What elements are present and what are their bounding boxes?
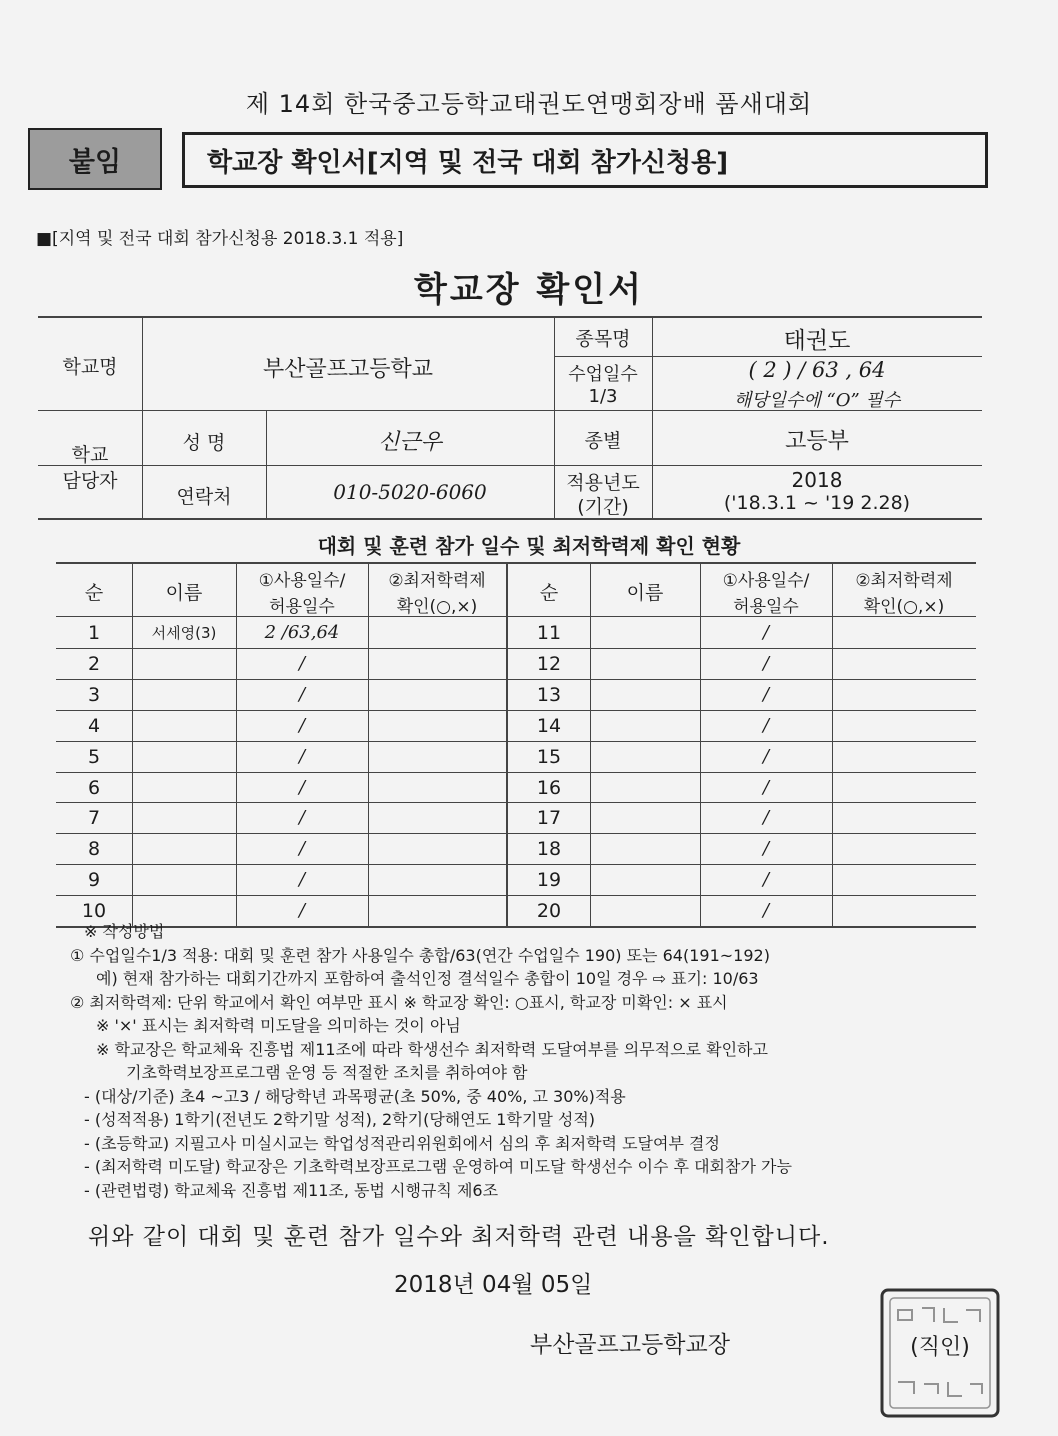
used-days: / [762, 653, 770, 674]
seal-label: (직인) [910, 1335, 970, 1360]
row-number: 6 [87, 777, 101, 799]
row-number: 20 [536, 900, 562, 922]
used-days: / [298, 715, 306, 736]
row-number: 17 [536, 807, 562, 829]
manager-label: 학교 [71, 444, 109, 466]
note-line: - (최저학력 미도달) 학교장은 기초학력보장프로그램 운영하여 미도달 학생선수 이수 후 대회참가 가능 [84, 1157, 792, 1176]
year-label: 적용년도 [566, 472, 640, 494]
col-check-right: ②최저학력제 [855, 571, 953, 591]
used-days: / [762, 684, 770, 705]
principal-name: 부산골프고등학교장 [530, 1332, 730, 1358]
used-days: / [762, 900, 770, 921]
used-days: / [762, 777, 770, 798]
used-days: / [298, 653, 306, 674]
col-check-right-2: 확인(○,×) [863, 597, 945, 617]
year-label-2: (기간) [577, 496, 629, 518]
used-days: / [298, 900, 306, 921]
col-no-right: 순 [539, 582, 559, 604]
used-days: / [762, 715, 770, 736]
row-number: 15 [536, 746, 562, 768]
row-number: 13 [536, 684, 562, 706]
contest-title: 제 14회 한국중고등학교태권도연맹회장배 품새대회 [245, 90, 813, 118]
used-days: / [298, 807, 306, 828]
row-number: 4 [87, 715, 101, 737]
school-label: 학교명 [62, 356, 118, 378]
used-days: / [298, 777, 306, 798]
row-number: 19 [536, 869, 562, 891]
used-days: / [762, 622, 770, 643]
row-number: 9 [87, 869, 101, 891]
athlete-name: 서세영(3) [151, 624, 217, 642]
note-line: 기초학력보장프로그램 운영 등 적절한 조치를 취하여야 함 [126, 1063, 528, 1082]
col-name-right: 이름 [626, 582, 664, 604]
row-number: 1 [87, 622, 101, 644]
row-number: 5 [87, 746, 101, 768]
col-no: 순 [84, 582, 104, 604]
division-label: 종별 [584, 430, 622, 452]
used-days: / [762, 869, 770, 890]
division-value: 고등부 [785, 429, 849, 454]
class-days-label: 수업일수 [568, 364, 638, 385]
note-line: ② 최저학력제: 단위 학교에서 확인 여부만 표시 ※ 학교장 확인: ○표시, 학교장 미확인: × 표시 [70, 992, 728, 1012]
class-days-fraction: 1/3 [588, 386, 618, 407]
note-line: ※ 학교장은 학교체육 진흥법 제11조에 따라 학생선수 최저학력 도달여부를 의무적으로 확인하고 [96, 1039, 768, 1059]
note-line: - (대상/기준) 초4 ~고3 / 해당학년 과목평균(초 50%, 중 40%, 고 30%)적용 [84, 1086, 626, 1106]
used-days: / [762, 807, 770, 828]
year-value: 2018 [791, 468, 843, 492]
used-days: / [762, 746, 770, 767]
row-number: 8 [87, 838, 101, 860]
row-number: 16 [536, 777, 562, 799]
contact-label: 연락처 [176, 486, 232, 508]
note-line: - (초등학교) 지필고사 미실시교는 학업성적관리위원회에서 심의 후 최저학력 도달여부 결정 [84, 1133, 720, 1153]
col-days-right-2: 허용일수 [733, 597, 799, 617]
main-title: 학교장 확인서 [414, 270, 644, 310]
col-days-right: ①사용일수/ [722, 571, 810, 591]
attachment-badge: 붙임 [28, 128, 162, 190]
col-check-2: 확인(○,×) [396, 597, 478, 617]
applied-note: ■[지역 및 전국 대회 참가신청용 2018.3.1 적용] [36, 229, 404, 249]
school-name: 부산골프고등학교 [262, 357, 434, 382]
event-value: 태권도 [783, 328, 851, 354]
row-number: 11 [536, 622, 562, 644]
note-line: - (성적적용) 1학기(전년도 2학기말 성적), 2학기(당해연도 1학기말 성적) [84, 1110, 596, 1129]
document-title: 학교장 확인서[지역 및 전국 대회 참가신청용] [182, 132, 988, 188]
note-line: 예) 현재 참가하는 대회기간까지 포함하여 출석인정 결석일수 총합이 10일 경우 ⇨ 표기: 10/63 [96, 969, 759, 988]
name-value: 신근우 [378, 430, 442, 455]
note-line: ※ '×' 표시는 최저학력 미도달을 의미하는 것이 아님 [96, 1016, 461, 1035]
row-number: 14 [536, 715, 562, 737]
used-days: / [298, 746, 306, 767]
col-name: 이름 [165, 582, 203, 604]
used-days: / [298, 684, 306, 705]
period-value: ('18.3.1 ~ '19 2.28) [723, 492, 911, 514]
row-number: 18 [536, 838, 562, 860]
class-days-value: ( 2 ) / 63 , 64 [748, 358, 886, 382]
closing-statement: 위와 같이 대회 및 훈련 참가 일수와 최저학력 관련 내용을 확인합니다. [88, 1224, 830, 1250]
row-number: 3 [87, 684, 101, 706]
used-days: / [298, 869, 306, 890]
issue-date: 2018년 04월 05일 [394, 1272, 593, 1298]
used-days: 2 /63,64 [264, 622, 340, 643]
contact-value: 010-5020-6060 [333, 480, 487, 504]
row-number: 12 [536, 653, 562, 675]
col-days-2: 허용일수 [269, 597, 335, 617]
row-number: 2 [87, 653, 101, 675]
used-days: / [762, 838, 770, 859]
row-number: 10 [81, 900, 107, 922]
col-days: ①사용일수/ [258, 571, 346, 591]
name-label: 성 명 [182, 432, 226, 454]
instructions [70, 920, 990, 1202]
status-title: 대회 및 훈련 참가 일수 및 최저학력제 확인 현황 [317, 534, 741, 558]
note-line: - (관련법령) 학교체육 진흥법 제11조, 동법 시행규칙 제6조 [84, 1180, 499, 1200]
manager-label-2: 담당자 [62, 470, 118, 492]
class-days-note: 해당일수에 “O” 필수 [733, 390, 901, 411]
note-heading: ※ 작성방법 [84, 922, 165, 941]
col-check: ②최저학력제 [388, 571, 486, 591]
used-days: / [298, 838, 306, 859]
row-number: 7 [87, 807, 101, 829]
event-label: 종목명 [575, 328, 631, 350]
note-line: ① 수업일수1/3 적용: 대회 및 훈련 참가 사용일수 총합/63(연간 수업일수 190) 또는 64(191~192) [70, 945, 770, 965]
